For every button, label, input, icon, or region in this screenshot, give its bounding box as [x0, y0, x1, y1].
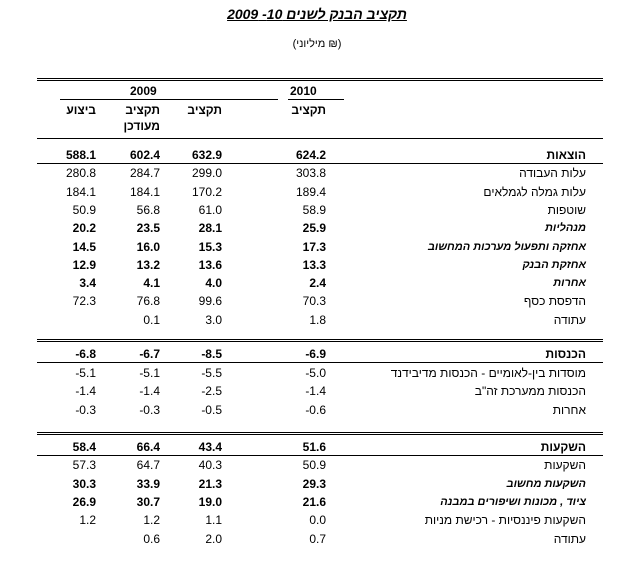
cell-v2010: 303.8 — [295, 166, 326, 181]
row-label: הוצאות — [546, 148, 586, 162]
cell-a2009: 72.3 — [72, 294, 96, 309]
cell-r2009: 602.4 — [129, 148, 160, 162]
row-label: השקעות — [544, 458, 586, 473]
cell-a2009: -0.3 — [75, 402, 96, 417]
cell-b2009: 3.0 — [205, 312, 222, 327]
cell-b2009: -2.5 — [201, 384, 222, 399]
header-rule — [37, 138, 603, 139]
cell-r2009: 0.1 — [143, 312, 160, 327]
cell-b2009: -5.5 — [201, 365, 222, 380]
cell-b2009: 13.6 — [198, 257, 222, 272]
top-rule — [37, 78, 603, 81]
cell-r2009: 30.7 — [136, 494, 160, 509]
cell-a2009: -5.1 — [75, 365, 96, 380]
cell-a2009: 12.9 — [72, 257, 96, 272]
cell-v2010: 189.4 — [295, 184, 326, 199]
cell-v2010: 0.0 — [309, 513, 326, 528]
year-2009-header: 2009 — [130, 84, 157, 98]
cell-b2009: 170.2 — [191, 184, 222, 199]
cell-v2010: 21.6 — [302, 494, 326, 509]
section-rule — [37, 432, 603, 435]
row-label: השקעות — [540, 440, 586, 454]
cell-b2009: 40.3 — [198, 458, 222, 473]
row-label: עלות העבודה — [519, 166, 586, 181]
cell-a2009: 26.9 — [72, 494, 96, 509]
cell-v2010: -5.0 — [305, 365, 326, 380]
cell-r2009: 184.1 — [129, 184, 160, 199]
year-2010-header: 2010 — [290, 84, 317, 98]
cell-a2009: 1.2 — [79, 513, 96, 528]
cell-b2009: 61.0 — [198, 202, 222, 217]
row-label: השקעות פיננסיות - רכישת מניות — [424, 513, 586, 528]
cell-a2009: 184.1 — [65, 184, 96, 199]
cell-r2009: 284.7 — [129, 166, 160, 181]
cell-v2010: 2.4 — [309, 276, 326, 291]
cell-a2009: -6.8 — [75, 347, 96, 361]
row-label: אחרות — [552, 402, 586, 417]
col-header-actual: ביצוע — [66, 103, 96, 117]
cell-v2010: 0.7 — [309, 531, 326, 546]
cell-r2009: 13.2 — [136, 257, 160, 272]
row-label: עלות גמלה לגמלאים — [483, 184, 586, 199]
cell-v2010: 50.9 — [302, 458, 326, 473]
row-label: הדפסת כסף — [523, 294, 586, 309]
row-label: עתודה — [553, 531, 586, 546]
cell-a2009: 20.2 — [72, 221, 96, 236]
section-underline — [37, 455, 603, 456]
cell-v2010: 25.9 — [302, 221, 326, 236]
cell-r2009: 16.0 — [136, 239, 160, 254]
cell-v2010: 624.2 — [295, 148, 326, 162]
cell-b2009: -0.5 — [201, 402, 222, 417]
row-label: אחזקת הבנק — [522, 258, 586, 271]
cell-r2009: 64.7 — [136, 458, 160, 473]
cell-a2009: 14.5 — [72, 239, 96, 254]
cell-v2010: 70.3 — [302, 294, 326, 309]
cell-b2009: 15.3 — [198, 239, 222, 254]
cell-a2009: 3.4 — [79, 276, 96, 291]
row-label: השקעות מחשוב — [506, 477, 586, 490]
cell-b2009: 299.0 — [191, 166, 222, 181]
year-2010-underline — [288, 99, 344, 100]
cell-b2009: 43.4 — [198, 440, 222, 454]
cell-b2009: 2.0 — [205, 531, 222, 546]
cell-b2009: 21.3 — [198, 476, 222, 491]
row-label: שוטפות — [547, 202, 586, 217]
cell-a2009: 50.9 — [72, 202, 96, 217]
cell-a2009: 588.1 — [65, 148, 96, 162]
cell-a2009: 58.4 — [72, 440, 96, 454]
cell-b2009: 632.9 — [191, 148, 222, 162]
cell-v2010: -6.9 — [305, 347, 326, 361]
cell-b2009: 28.1 — [198, 221, 222, 236]
cell-v2010: 17.3 — [302, 239, 326, 254]
cell-r2009: -6.7 — [139, 347, 160, 361]
cell-a2009: -1.4 — [75, 384, 96, 399]
cell-r2009: 66.4 — [136, 440, 160, 454]
cell-r2009: 23.5 — [136, 221, 160, 236]
section-underline — [37, 362, 603, 363]
cell-b2009: 1.1 — [205, 513, 222, 528]
col-header-budget-2009: תקציב — [187, 103, 222, 117]
cell-a2009: 280.8 — [65, 166, 96, 181]
cell-v2010: 13.3 — [302, 257, 326, 272]
col-header-revised-line1: תקציב — [125, 103, 160, 117]
year-2009-underline — [60, 99, 278, 100]
cell-r2009: 4.1 — [143, 276, 160, 291]
row-label: עתודה — [553, 312, 586, 327]
cell-v2010: 58.9 — [302, 202, 326, 217]
row-label: הכנסות — [545, 347, 586, 361]
col-header-revised-line2: מעודכן — [123, 119, 160, 133]
cell-v2010: -0.6 — [305, 402, 326, 417]
cell-r2009: -5.1 — [139, 365, 160, 380]
row-label: מוסדות בין-לאומיים - הכנסות מדיבידנד — [390, 365, 586, 380]
cell-r2009: -0.3 — [139, 402, 160, 417]
units-subtitle: (מיליוני ₪) — [292, 38, 342, 50]
page-title: תקציב הבנק לשנים 10- 2009 — [227, 6, 407, 22]
cell-v2010: 29.3 — [302, 476, 326, 491]
cell-a2009: 57.3 — [72, 458, 96, 473]
cell-b2009: -8.5 — [201, 347, 222, 361]
section-underline — [37, 163, 603, 164]
cell-b2009: 4.0 — [205, 276, 222, 291]
cell-r2009: 1.2 — [143, 513, 160, 528]
row-label: ציוד , מכונות ושיפורים במבנה — [440, 495, 586, 508]
row-label: אחזקה ותפעול מערכות המחשוב — [427, 240, 586, 253]
cell-v2010: -1.4 — [305, 384, 326, 399]
cell-b2009: 99.6 — [198, 294, 222, 309]
cell-b2009: 19.0 — [198, 494, 222, 509]
cell-v2010: 51.6 — [302, 440, 326, 454]
cell-r2009: -1.4 — [139, 384, 160, 399]
row-label: הכנסות ממערכת זה"ב — [474, 384, 586, 399]
row-label: אחרות — [553, 277, 586, 290]
cell-a2009: 30.3 — [72, 476, 96, 491]
cell-r2009: 76.8 — [136, 294, 160, 309]
row-label: מנהליות — [545, 222, 586, 235]
section-rule — [37, 339, 603, 342]
col-header-budget-2010: תקציב — [291, 103, 326, 117]
cell-r2009: 33.9 — [136, 476, 160, 491]
cell-r2009: 56.8 — [136, 202, 160, 217]
cell-r2009: 0.6 — [143, 531, 160, 546]
cell-v2010: 1.8 — [309, 312, 326, 327]
